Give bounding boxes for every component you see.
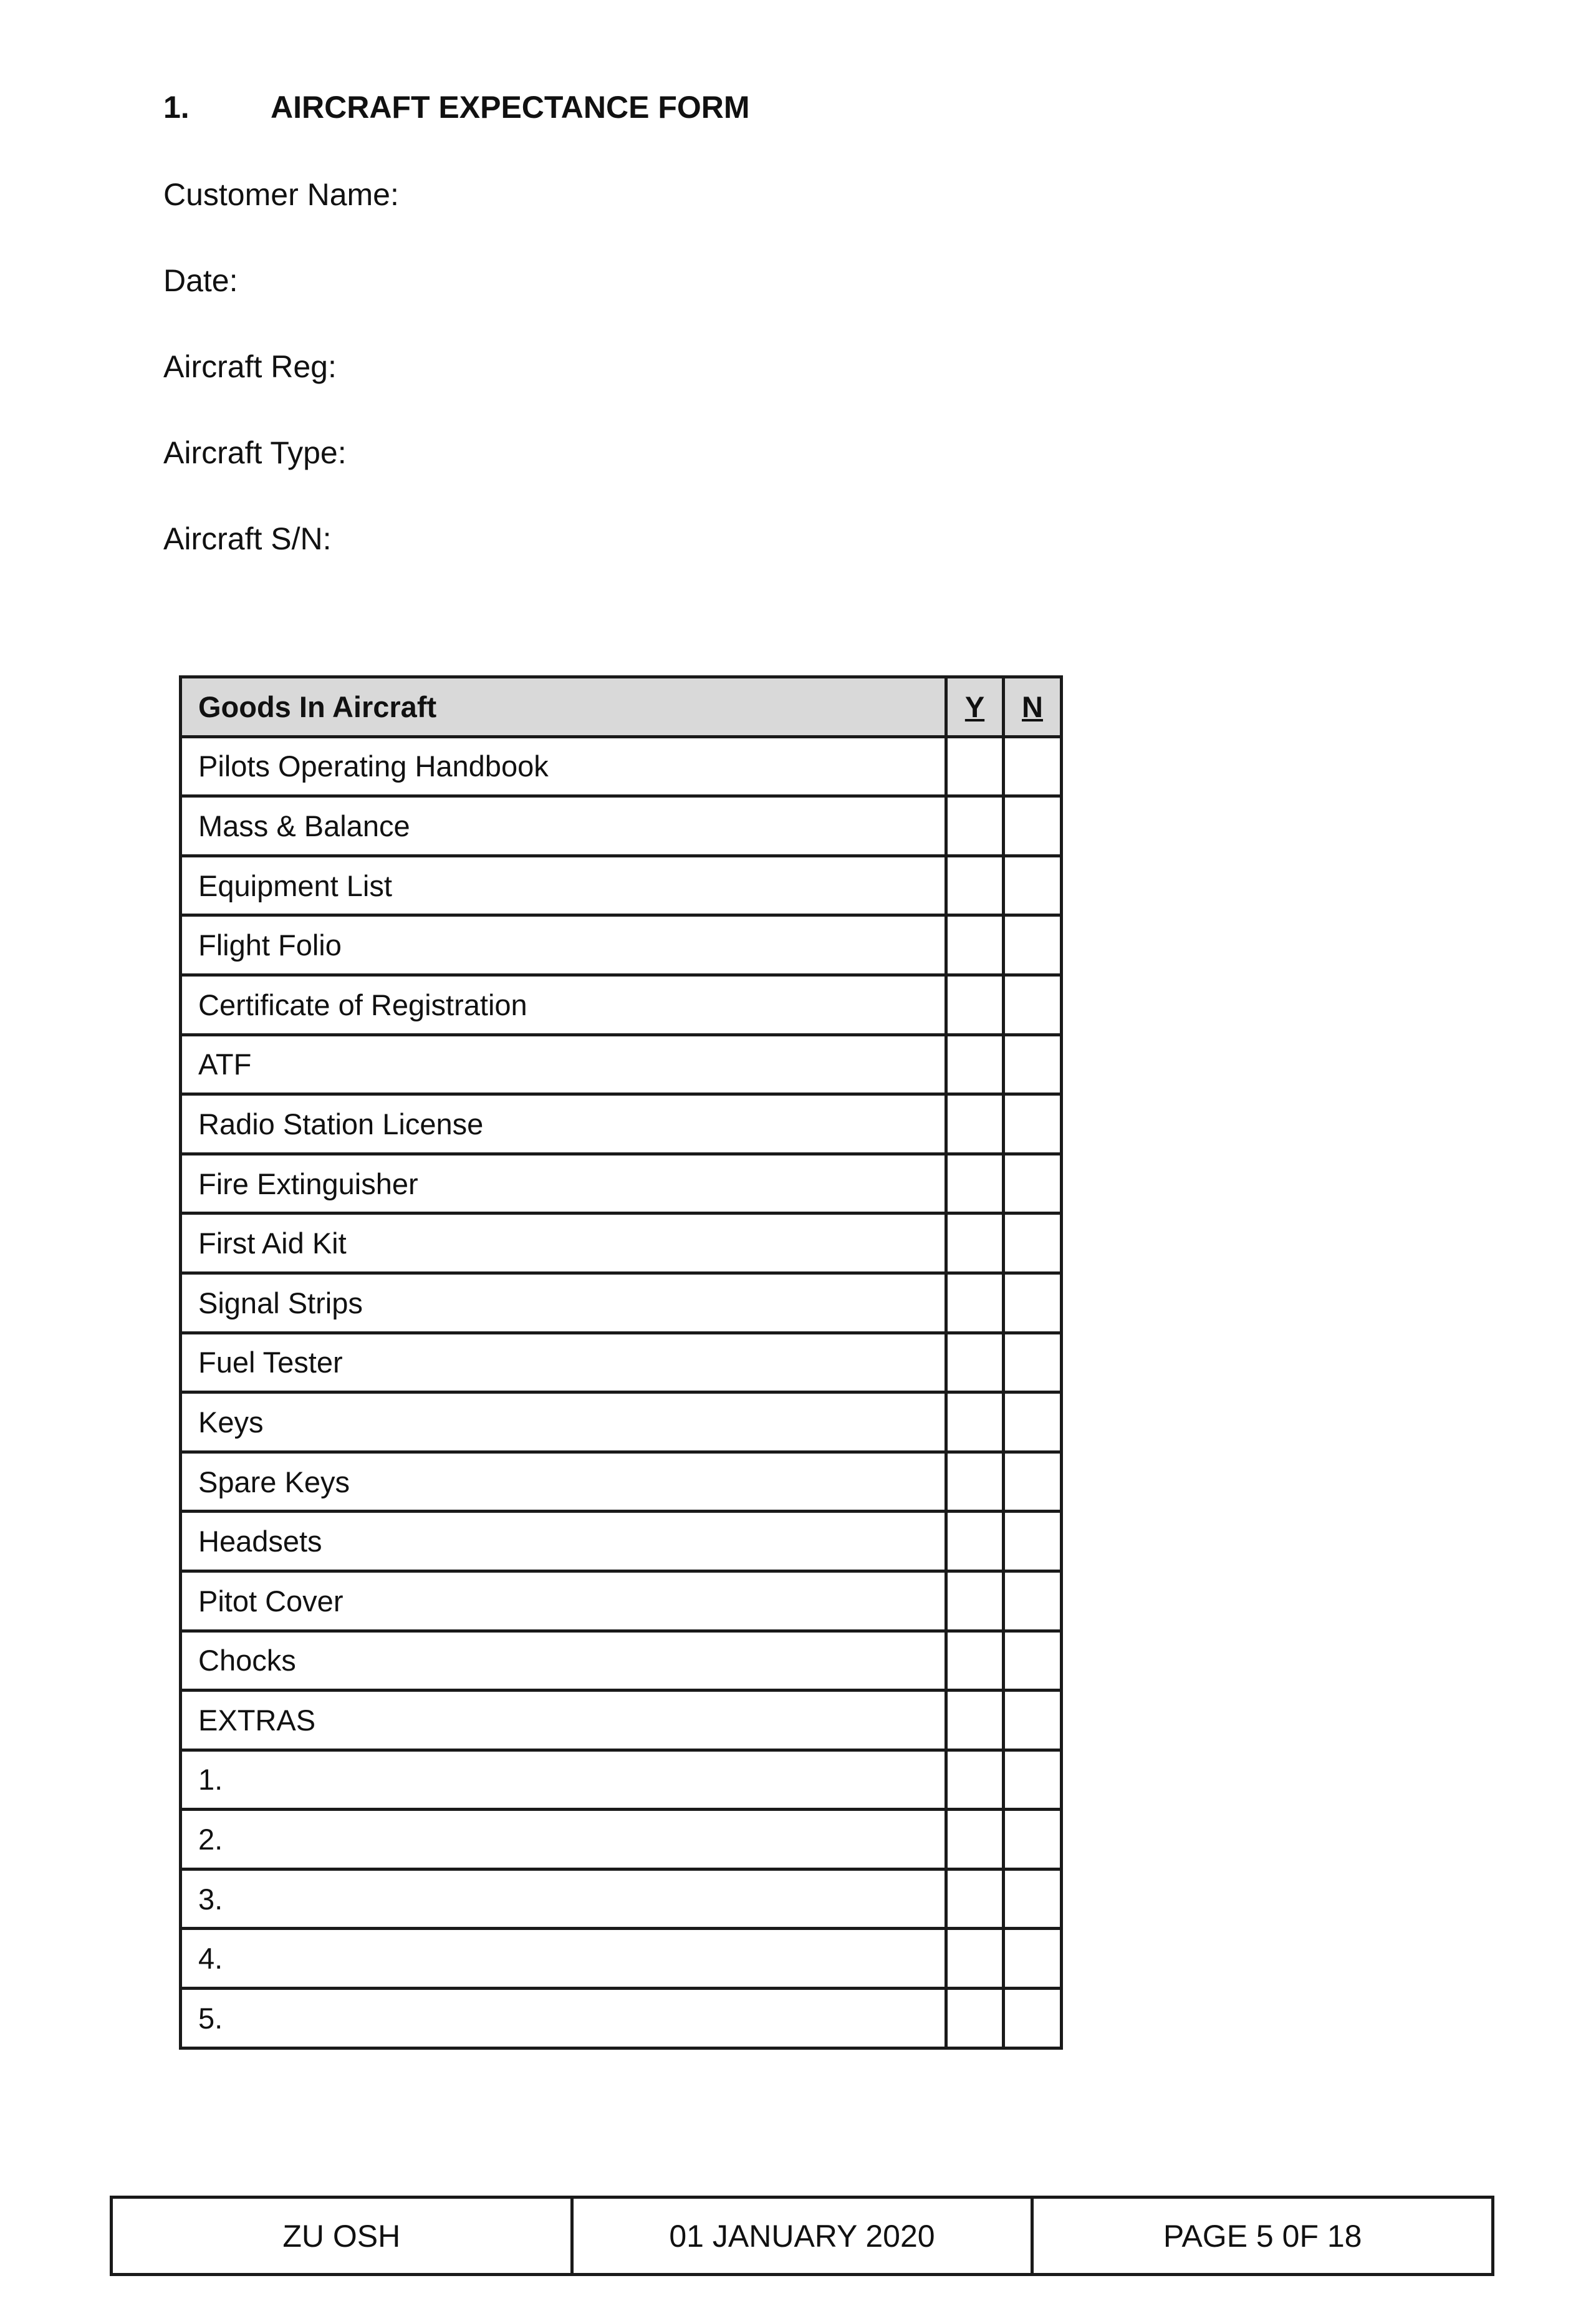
no-checkbox-cell[interactable] <box>1004 1452 1062 1512</box>
goods-item-label: Chocks <box>181 1631 946 1691</box>
yes-checkbox-cell[interactable] <box>946 1929 1004 1989</box>
yes-checkbox-cell[interactable] <box>946 856 1004 915</box>
no-checkbox-cell[interactable] <box>1004 1571 1062 1631</box>
no-checkbox-cell[interactable] <box>1004 1869 1062 1929</box>
no-checkbox-cell[interactable] <box>1004 1810 1062 1869</box>
footer-registration: ZU OSH <box>112 2197 572 2275</box>
goods-item-label: 5. <box>181 1989 946 2048</box>
goods-item-label: 4. <box>181 1929 946 1989</box>
no-checkbox-cell[interactable] <box>1004 1213 1062 1273</box>
no-checkbox-cell[interactable] <box>1004 1750 1062 1810</box>
goods-item-label: Keys <box>181 1392 946 1452</box>
table-row <box>181 1333 1062 1392</box>
goods-item-label: 1. <box>181 1750 946 1810</box>
customer-name-label: Customer Name: <box>163 177 399 212</box>
no-checkbox-cell[interactable] <box>1004 1512 1062 1571</box>
aircraft-type-label: Aircraft Type: <box>163 435 347 470</box>
table-row <box>181 736 1062 796</box>
goods-item-label: Equipment List <box>181 856 946 915</box>
footer-date: 01 JANUARY 2020 <box>572 2197 1032 2275</box>
table-row <box>181 1571 1062 1631</box>
goods-item-label: Headsets <box>181 1512 946 1571</box>
no-column-header: N <box>1004 677 1062 737</box>
goods-item-label: Certificate of Registration <box>181 975 946 1035</box>
goods-item-label: Pitot Cover <box>181 1571 946 1631</box>
yes-checkbox-cell[interactable] <box>946 1035 1004 1094</box>
no-checkbox-cell[interactable] <box>1004 856 1062 915</box>
form-title: AIRCRAFT EXPECTANCE FORM <box>271 90 750 125</box>
aircraft-reg-label: Aircraft Reg: <box>163 349 337 384</box>
goods-item-label: Fuel Tester <box>181 1333 946 1392</box>
yes-checkbox-cell[interactable] <box>946 1750 1004 1810</box>
yes-checkbox-cell[interactable] <box>946 736 1004 796</box>
aircraft-sn-label: Aircraft S/N: <box>163 521 332 556</box>
yes-checkbox-cell[interactable] <box>946 1631 1004 1691</box>
yes-column-header: Y <box>946 677 1004 737</box>
goods-item-label: Mass & Balance <box>181 796 946 856</box>
goods-item-label: 2. <box>181 1810 946 1869</box>
table-row <box>181 1631 1062 1691</box>
page-footer <box>110 2196 1494 2276</box>
yes-checkbox-cell[interactable] <box>946 1869 1004 1929</box>
no-checkbox-cell[interactable] <box>1004 975 1062 1035</box>
yes-checkbox-cell[interactable] <box>946 1213 1004 1273</box>
table-row <box>181 1273 1062 1333</box>
no-checkbox-cell[interactable] <box>1004 1333 1062 1392</box>
yes-checkbox-cell[interactable] <box>946 1452 1004 1512</box>
yes-checkbox-cell[interactable] <box>946 1571 1004 1631</box>
form-heading <box>163 87 750 127</box>
goods-column-header: Goods In Aircraft <box>181 677 946 737</box>
table-row <box>181 856 1062 915</box>
table-row <box>181 1154 1062 1213</box>
table-row <box>181 1691 1062 1750</box>
yes-checkbox-cell[interactable] <box>946 1154 1004 1213</box>
no-checkbox-cell[interactable] <box>1004 915 1062 975</box>
goods-item-label: EXTRAS <box>181 1691 946 1750</box>
yes-checkbox-cell[interactable] <box>946 1094 1004 1154</box>
section-number: 1. <box>163 90 190 125</box>
goods-checklist-table <box>179 675 1063 2050</box>
no-checkbox-cell[interactable] <box>1004 1691 1062 1750</box>
goods-item-label: ATF <box>181 1035 946 1094</box>
date-label: Date: <box>163 263 238 298</box>
no-checkbox-cell[interactable] <box>1004 1989 1062 2048</box>
table-row <box>181 1512 1062 1571</box>
table-row <box>181 796 1062 856</box>
table-row <box>181 1869 1062 1929</box>
table-row <box>181 1929 1062 1989</box>
goods-item-label: First Aid Kit <box>181 1213 946 1273</box>
yes-checkbox-cell[interactable] <box>946 1392 1004 1452</box>
goods-item-label: Flight Folio <box>181 915 946 975</box>
no-checkbox-cell[interactable] <box>1004 736 1062 796</box>
yes-checkbox-cell[interactable] <box>946 1273 1004 1333</box>
yes-checkbox-cell[interactable] <box>946 975 1004 1035</box>
table-row <box>181 1094 1062 1154</box>
table-row <box>181 1989 1062 2048</box>
no-checkbox-cell[interactable] <box>1004 1094 1062 1154</box>
table-row <box>181 915 1062 975</box>
table-header-row <box>181 677 1062 737</box>
yes-checkbox-cell[interactable] <box>946 1512 1004 1571</box>
table-row <box>181 1750 1062 1810</box>
table-row <box>181 1452 1062 1512</box>
yes-checkbox-cell[interactable] <box>946 1691 1004 1750</box>
table-row <box>181 1392 1062 1452</box>
table-row <box>181 1810 1062 1869</box>
goods-item-label: 3. <box>181 1869 946 1929</box>
goods-item-label: Pilots Operating Handbook <box>181 736 946 796</box>
yes-checkbox-cell[interactable] <box>946 1333 1004 1392</box>
footer-page-number: PAGE 5 0F 18 <box>1032 2197 1493 2275</box>
yes-checkbox-cell[interactable] <box>946 796 1004 856</box>
table-row <box>181 1213 1062 1273</box>
no-checkbox-cell[interactable] <box>1004 1154 1062 1213</box>
yes-checkbox-cell[interactable] <box>946 1810 1004 1869</box>
no-checkbox-cell[interactable] <box>1004 1631 1062 1691</box>
no-checkbox-cell[interactable] <box>1004 1035 1062 1094</box>
yes-checkbox-cell[interactable] <box>946 1989 1004 2048</box>
table-row <box>181 975 1062 1035</box>
goods-item-label: Spare Keys <box>181 1452 946 1512</box>
no-checkbox-cell[interactable] <box>1004 1392 1062 1452</box>
no-checkbox-cell[interactable] <box>1004 1273 1062 1333</box>
goods-item-label: Fire Extinguisher <box>181 1154 946 1213</box>
no-checkbox-cell[interactable] <box>1004 1929 1062 1989</box>
goods-item-label: Signal Strips <box>181 1273 946 1333</box>
goods-item-label: Radio Station License <box>181 1094 946 1154</box>
table-row <box>181 1035 1062 1094</box>
yes-checkbox-cell[interactable] <box>946 915 1004 975</box>
no-checkbox-cell[interactable] <box>1004 796 1062 856</box>
